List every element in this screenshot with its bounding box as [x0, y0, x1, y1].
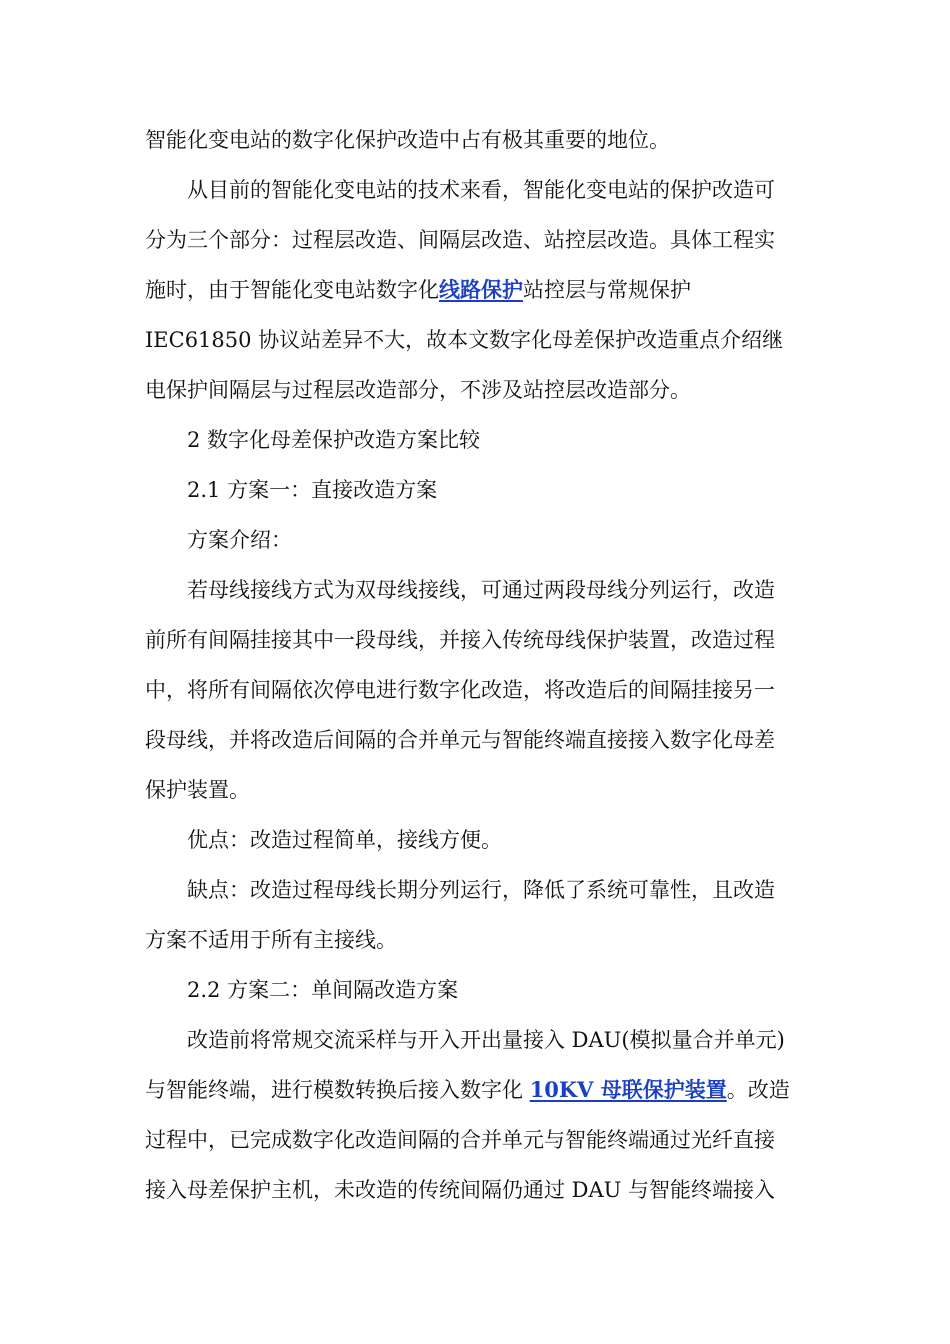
- line-text-after-link: 。改造: [726, 1078, 790, 1102]
- line-text-before-link: 施时，由于智能化变电站数字化: [145, 278, 439, 302]
- paragraph-line: 接入母差保护主机，未改造的传统间隔仍通过 DAU 与智能终端接入: [145, 1178, 776, 1202]
- bus-coupler-protection-link[interactable]: 10KV 母联保护装置: [529, 1077, 727, 1102]
- paragraph-line: 智能化变电站的数字化保护改造中占有极其重要的地位。: [145, 128, 670, 152]
- line-text-before-link: 与智能终端，进行模数转换后接入数字化: [145, 1078, 530, 1102]
- subsection-heading: 2.2 方案二：单间隔改造方案: [187, 978, 459, 1002]
- paragraph-line: 电保护间隔层与过程层改造部分，不涉及站控层改造部分。: [145, 378, 691, 402]
- paragraph-line: 段母线，并将改造后间隔的合并单元与智能终端直接接入数字化母差: [145, 728, 775, 752]
- paragraph-line: IEC61850 协议站差异不大，故本文数字化母差保护改造重点介绍继: [145, 328, 784, 352]
- paragraph-line: 方案介绍：: [187, 528, 292, 552]
- paragraph-line: 优点：改造过程简单，接线方便。: [187, 828, 502, 852]
- paragraph-line: 方案不适用于所有主接线。: [145, 928, 397, 952]
- subsection-heading: 2.1 方案一：直接改造方案: [187, 478, 438, 502]
- line-protection-link[interactable]: 线路保护: [439, 277, 523, 302]
- section-heading: 2 数字化母差保护改造方案比较: [187, 428, 481, 452]
- paragraph-line: 保护装置。: [145, 778, 250, 802]
- line-text-after-link: 站控层与常规保护: [523, 278, 691, 302]
- paragraph-line: 缺点：改造过程母线长期分列运行，降低了系统可靠性，且改造: [187, 878, 775, 902]
- paragraph-line: 分为三个部分：过程层改造、间隔层改造、站控层改造。具体工程实: [145, 228, 775, 252]
- paragraph-line: [145, 265, 810, 315]
- paragraph-line: 若母线接线方式为双母线接线，可通过两段母线分列运行，改造: [187, 578, 775, 602]
- paragraph-line: 改造前将常规交流采样与开入开出量接入 DAU(模拟量合并单元): [187, 1028, 785, 1052]
- paragraph-line: 中，将所有间隔依次停电进行数字化改造，将改造后的间隔挂接另一: [145, 678, 775, 702]
- paragraph-line: 前所有间隔挂接其中一段母线，并接入传统母线保护装置，改造过程: [145, 628, 775, 652]
- document-page: [145, 115, 810, 1215]
- paragraph-line: 过程中，已完成数字化改造间隔的合并单元与智能终端通过光纤直接: [145, 1128, 775, 1152]
- paragraph-line: [145, 1065, 810, 1115]
- paragraph-line: 从目前的智能化变电站的技术来看，智能化变电站的保护改造可: [187, 178, 775, 202]
